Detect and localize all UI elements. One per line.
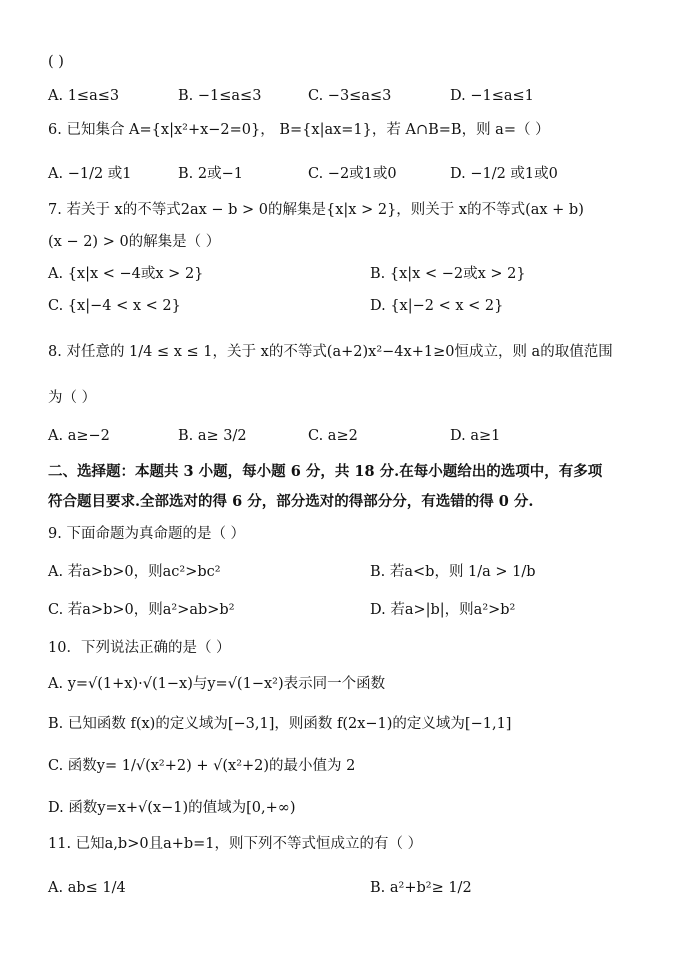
question-9-stem: 9. 下面命题为真命题的是（ ）: [48, 526, 246, 542]
option-d: D. {x|−2 < x < 2}: [370, 298, 504, 314]
option-b: B. 若a<b，则 1/a > 1/b: [370, 564, 536, 580]
option-c: C. a≥2: [308, 428, 358, 444]
question-11-stem: 11. 已知a,b>0且a+b=1，则下列不等式恒成立的有（ ）: [48, 836, 423, 852]
question-10-stem: 10．下列说法正确的是（ ）: [48, 640, 231, 656]
section-instructions: 符合题目要求.全部选对的得 6 分，部分选对的得部分分，有选错的得 0 分.: [48, 493, 534, 510]
option-d: D. −1/2 或1或0: [450, 166, 558, 182]
question-6-stem: 6. 已知集合 A={x|x²+x−2=0}， B={x|ax=1}，若 A∩B=B，则 a=（ ）: [48, 122, 550, 138]
option-c: C. {x|−4 < x < 2}: [48, 298, 181, 314]
option-a: A. 1≤a≤3: [48, 88, 120, 104]
option-b: B. 已知函数 f(x)的定义域为[−3,1]，则函数 f(2x−1)的定义域为[−1,1]: [48, 716, 512, 732]
question-7-stem-cont: (x − 2) > 0的解集是（ ）: [48, 234, 221, 250]
question-7-stem: 7. 若关于 x的不等式2ax − b > 0的解集是{x|x > 2}，则关于 x的不等式(ax + b): [48, 202, 584, 218]
question-8-stem-cont: 为（ ）: [48, 390, 97, 406]
option-d: D. −1≤a≤1: [450, 88, 534, 104]
option-c: C. 函数y= 1/√(x²+2) + √(x²+2)的最小值为 2: [48, 758, 356, 774]
option-d: D. 若a>|b|，则a²>b²: [370, 602, 516, 618]
option-a: A. 若a>b>0，则ac²>bc²: [48, 564, 221, 580]
option-b: B. a²+b²≥ 1/2: [370, 880, 472, 896]
option-c: C. −2或1或0: [308, 166, 397, 182]
option-c: C. −3≤a≤3: [308, 88, 392, 104]
option-b: B. −1≤a≤3: [178, 88, 262, 104]
option-b: B. a≥ 3/2: [178, 428, 247, 444]
option-a: A. {x|x < −4或x > 2}: [48, 266, 204, 282]
option-d: D. a≥1: [450, 428, 501, 444]
option-a: A. −1/2 或1: [48, 166, 132, 182]
option-a: A. y=√(1+x)·√(1−x)与y=√(1−x²)表示同一个函数: [48, 676, 386, 692]
option-a: A. a≥−2: [48, 428, 110, 444]
option-c: C. 若a>b>0，则a²>ab>b²: [48, 602, 235, 618]
question-paren: ( ): [48, 54, 64, 70]
option-b: B. {x|x < −2或x > 2}: [370, 266, 526, 282]
option-b: B. 2或−1: [178, 166, 243, 182]
option-a: A. ab≤ 1/4: [48, 880, 126, 896]
option-d: D. 函数y=x+√(x−1)的值域为[0,+∞): [48, 800, 296, 816]
question-8-stem: 8. 对任意的 1/4 ≤ x ≤ 1，关于 x的不等式(a+2)x²−4x+1≥0恒成立，则 a的取值范围: [48, 344, 613, 360]
section-heading: 二、选择题：本题共 3 小题，每小题 6 分，共 18 分.在每小题给出的选项中，有多项: [48, 463, 603, 480]
